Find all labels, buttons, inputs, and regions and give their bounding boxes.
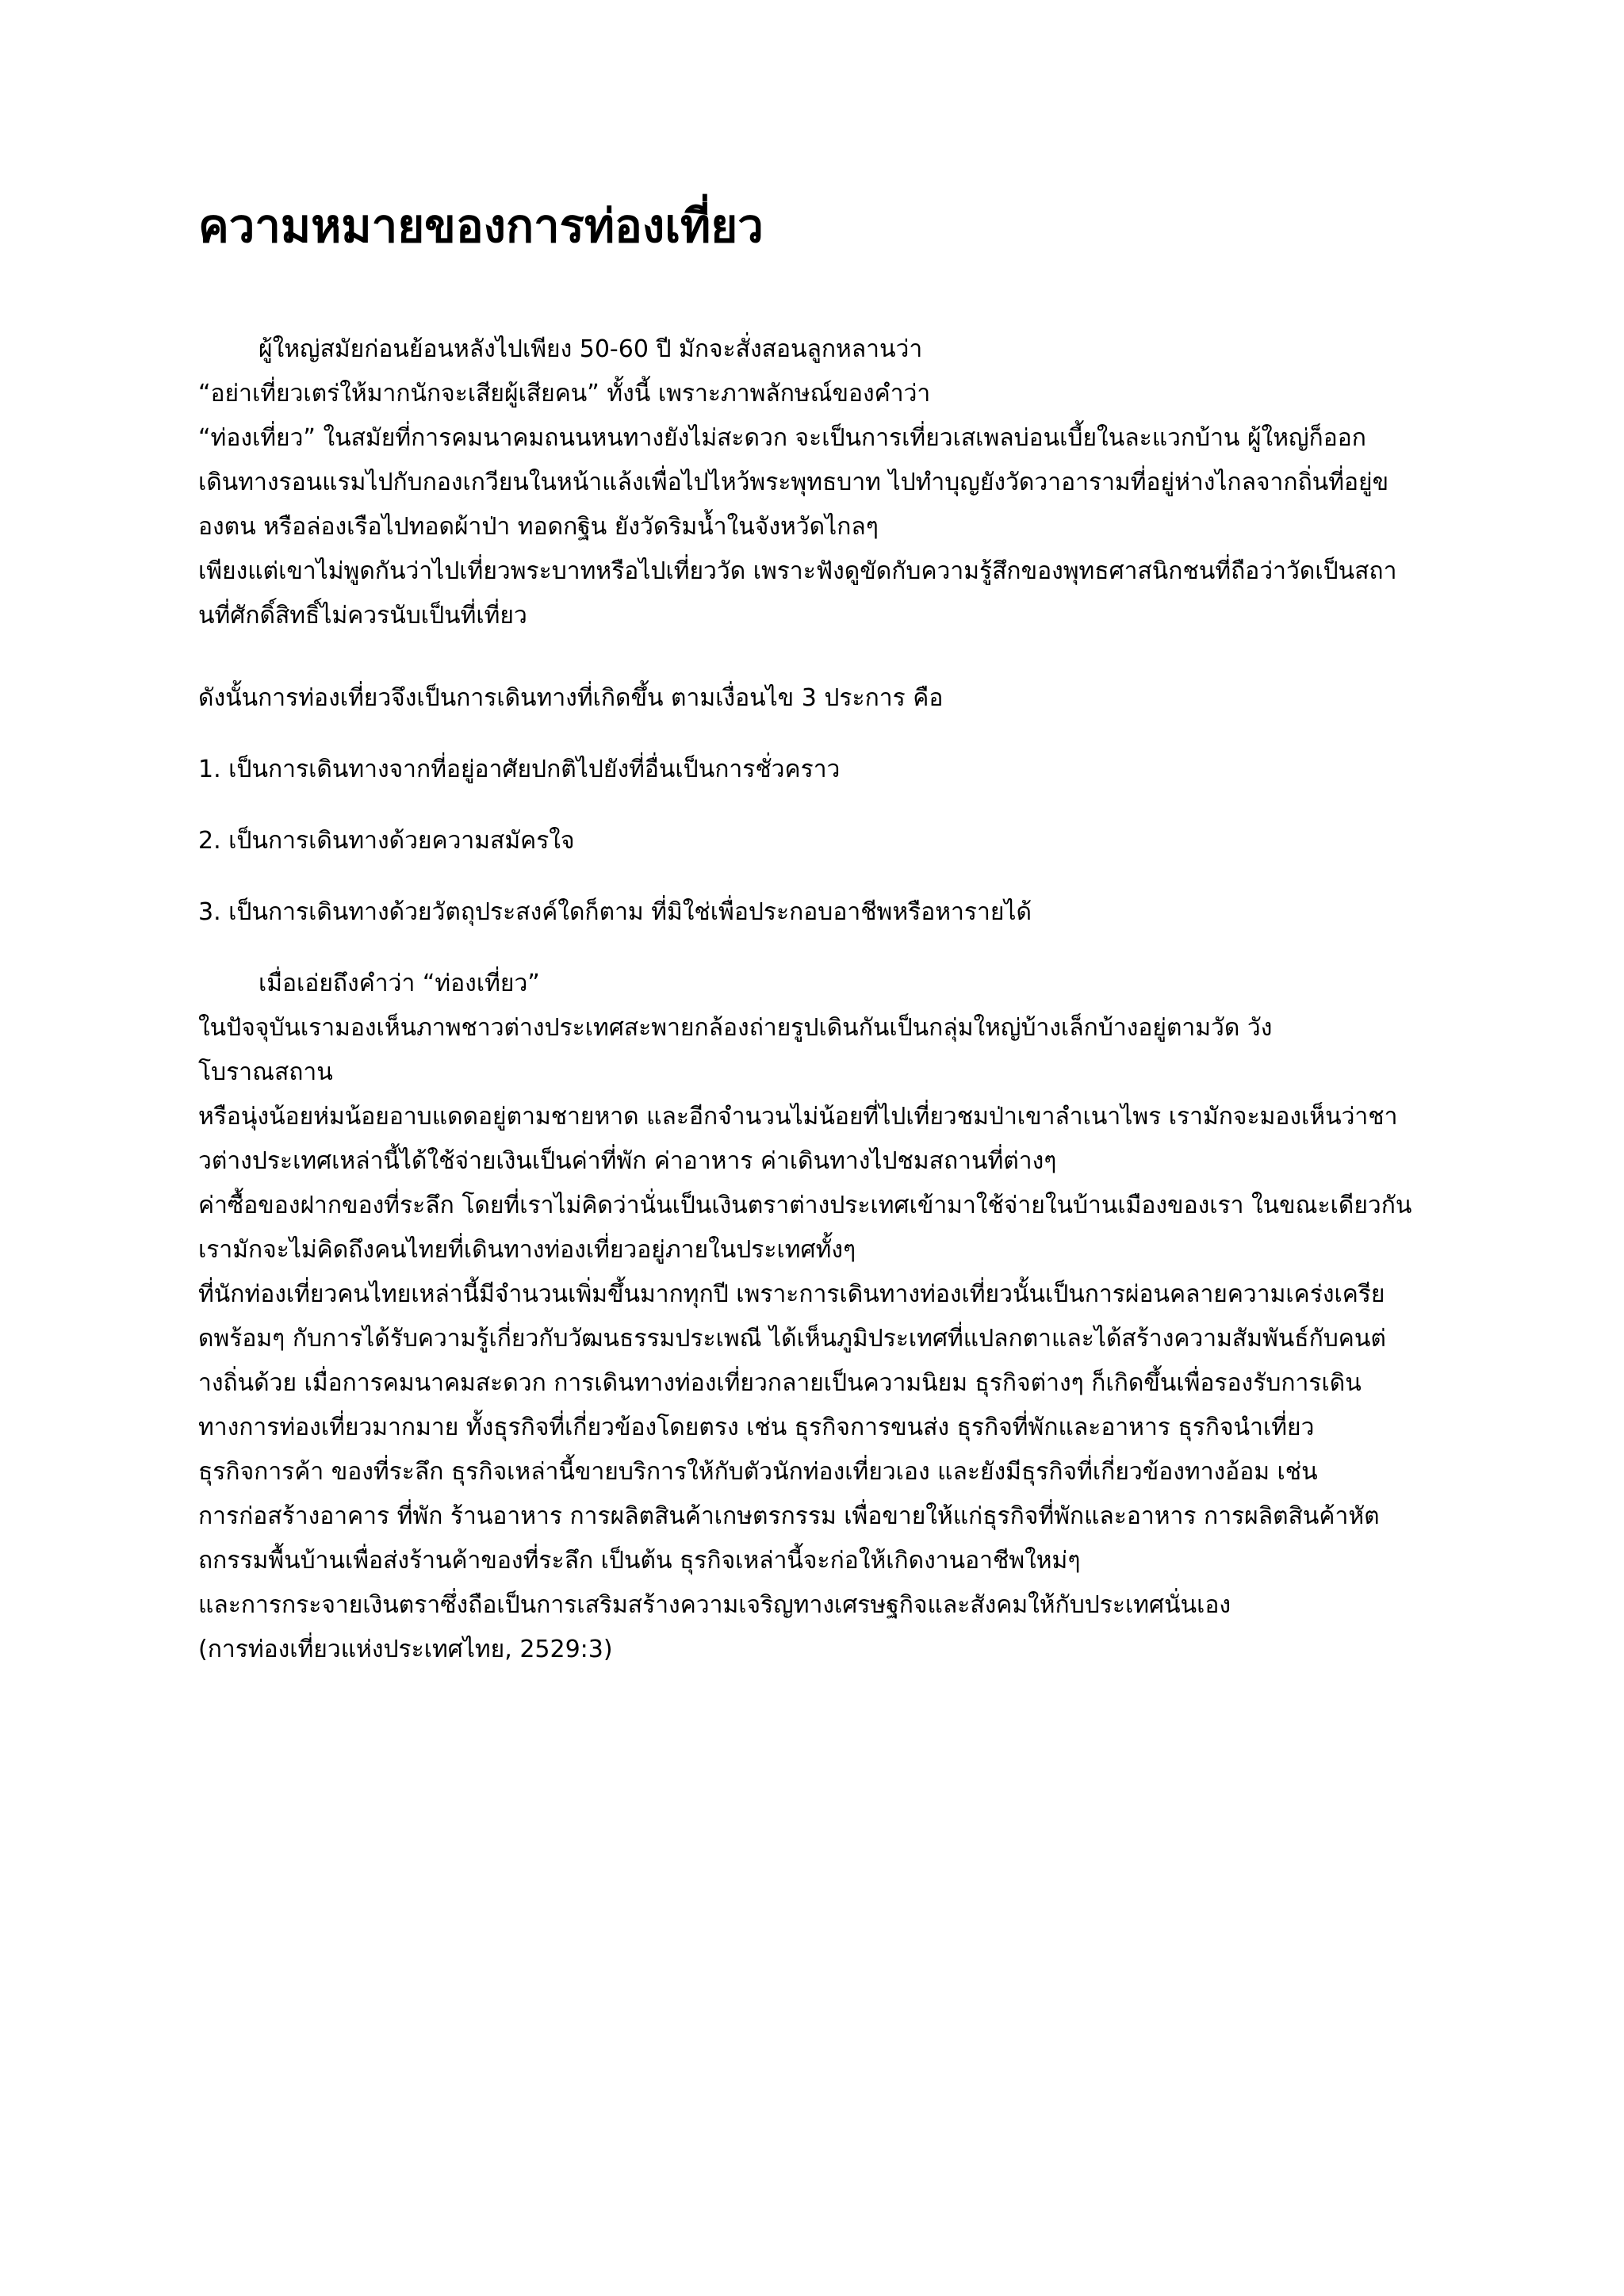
- paragraph-line: วต่างประเทศเหล่านี้ได้ใช้จ่ายเงินเป็นค่าที่พัก ค่าอาหาร ค่าเดินทางไปชมสถานที่ต่างๆ: [198, 1147, 1057, 1175]
- paragraph-line: างถิ่นด้วย เมื่อการคมนาคมสะดวก การเดินทางท่องเที่ยวกลายเป็นความนิยม ธุรกิจต่างๆ ก็เกิดขึ้นเพื่อรองรับการเดิน: [198, 1369, 1362, 1397]
- citation: (การท่องเที่ยวแห่งประเทศไทย, 2529:3): [198, 1636, 613, 1663]
- paragraph-line: “ท่องเที่ยว” ในสมัยที่การคมนาคมถนนหนทางยังไม่สะดวก จะเป็นการเที่ยวเสเพลบ่อนเบี้ยในละแวกบ้าน ผู้ใหญ่ก็ออก: [198, 424, 1366, 452]
- paragraph-line: ทางการท่องเที่ยวมากมาย ทั้งธุรกิจที่เกี่ยวข้องโดยตรง เช่น ธุรกิจการขนส่ง ธุรกิจที่พักและอาหาร ธุรกิจนำเที่ยว: [198, 1414, 1315, 1441]
- paragraph-line: ค่าซื้อของฝากของที่ระลึก โดยที่เราไม่คิดว่านั่นเป็นเงินตราต่างประเทศเข้ามาใช้จ่ายในบ้านเมืองของเรา ในขณะเดียวกัน: [198, 1192, 1412, 1219]
- list-item: 3. เป็นการเดินทางด้วยวัตถุประสงค์ใดก็ตาม ที่มิใช่เพื่อประกอบอาชีพหรือหารายได้: [198, 898, 1032, 926]
- list-item: 1. เป็นการเดินทางจากที่อยู่อาศัยปกติไปยังที่อื่นเป็นการชั่วคราว: [198, 756, 841, 783]
- paragraph-line: เพียงแต่เขาไม่พูดกันว่าไปเที่ยวพระบาทหรือไปเที่ยววัด เพราะฟังดูขัดกับความรู้สึกของพุทธศาสนิกชนที่ถือว่าวัดเป็นสถา: [198, 557, 1397, 585]
- paragraph-line: เรามักจะไม่คิดถึงคนไทยที่เดินทางท่องเที่ยวอยู่ภายในประเทศทั้งๆ: [198, 1236, 856, 1264]
- paragraph-line: เดินทางรอนแรมไปกับกองเกวียนในหน้าแล้งเพื่อไปไหว้พระพุทธบาท ไปทำบุญยังวัดวาอารามที่อยู่ห่างไกลจากถิ่นที่อยู่ข: [198, 469, 1389, 496]
- paragraph-line: การก่อสร้างอาคาร ที่พัก ร้านอาหาร การผลิตสินค้าเกษตรกรรม เพื่อขายให้แก่ธุรกิจที่พักและอาหาร การผลิตสินค้าหัต: [198, 1502, 1380, 1530]
- document-title: ความหมายของการท่องเที่ยว: [198, 199, 764, 253]
- paragraph-line: นที่ศักดิ์สิทธิ์ไม่ควรนับเป็นที่เที่ยว: [198, 602, 527, 629]
- paragraph-line: ในปัจจุบันเรามองเห็นภาพชาวต่างประเทศสะพายกล้องถ่ายรูปเดินกันเป็นกลุ่มใหญ่บ้างเล็กบ้างอยู่ตามวัด วัง: [198, 1014, 1273, 1042]
- paragraph-line: ผู้ใหญ่สมัยก่อนย้อนหลังไปเพียง 50-60 ปี มักจะสั่งสอนลูกหลานว่า: [259, 335, 923, 363]
- paragraph-line: หรือนุ่งน้อยห่มน้อยอาบแดดอยู่ตามชายหาด และอีกจำนวนไม่น้อยที่ไปเที่ยวชมป่าเขาลำเนาไพร เรามักจะมองเห็นว่าชา: [198, 1103, 1398, 1131]
- paragraph-line: และการกระจายเงินตราซึ่งถือเป็นการเสริมสร้างความเจริญทางเศรษฐกิจและสังคมให้กับประเทศนั่นเอง: [198, 1591, 1231, 1619]
- paragraph-line: ธุรกิจการค้า ของที่ระลึก ธุรกิจเหล่านี้ขายบริการให้กับตัวนักท่องเที่ยวเอง และยังมีธุรกิจที่เกี่ยวข้องทางอ้อม เช่น: [198, 1458, 1318, 1486]
- paragraph-line: “อย่าเที่ยวเตร่ให้มากนักจะเสียผู้เสียคน” ทั้งนี้ เพราะภาพลักษณ์ของคำว่า: [198, 380, 931, 408]
- paragraph-line: ถกรรมพื้นบ้านเพื่อส่งร้านค้าของที่ระลึก เป็นต้น ธุรกิจเหล่านี้จะก่อให้เกิดงานอาชีพใหม่ๆ: [198, 1547, 1081, 1575]
- paragraph-line: ที่นักท่องเที่ยวคนไทยเหล่านี้มีจำนวนเพิ่มขึ้นมากทุกปี เพราะการเดินทางท่องเที่ยวนั้นเป็นการผ่อนคลายความเคร่งเครีย: [198, 1280, 1385, 1308]
- paragraph-line: ดพร้อมๆ กับการได้รับความรู้เกี่ยวกับวัฒนธรรมประเพณี ได้เห็นภูมิประเทศที่แปลกตาและได้สร้างความสัมพันธ์กับคนต่: [198, 1325, 1386, 1353]
- paragraph-line: ดังนั้นการท่องเที่ยวจึงเป็นการเดินทางที่เกิดขึ้น ตามเงื่อนไข 3 ประการ คือ: [198, 684, 944, 712]
- list-item: 2. เป็นการเดินทางด้วยความสมัครใจ: [198, 827, 575, 855]
- paragraph-line: โบราณสถาน: [198, 1058, 333, 1086]
- paragraph-line: องตน หรือล่องเรือไปทอดผ้าป่า ทอดกฐิน ยังวัดริมน้ำในจังหวัดไกลๆ: [198, 513, 879, 541]
- paragraph-line: เมื่อเอ่ยถึงคำว่า “ท่องเที่ยว”: [259, 970, 540, 997]
